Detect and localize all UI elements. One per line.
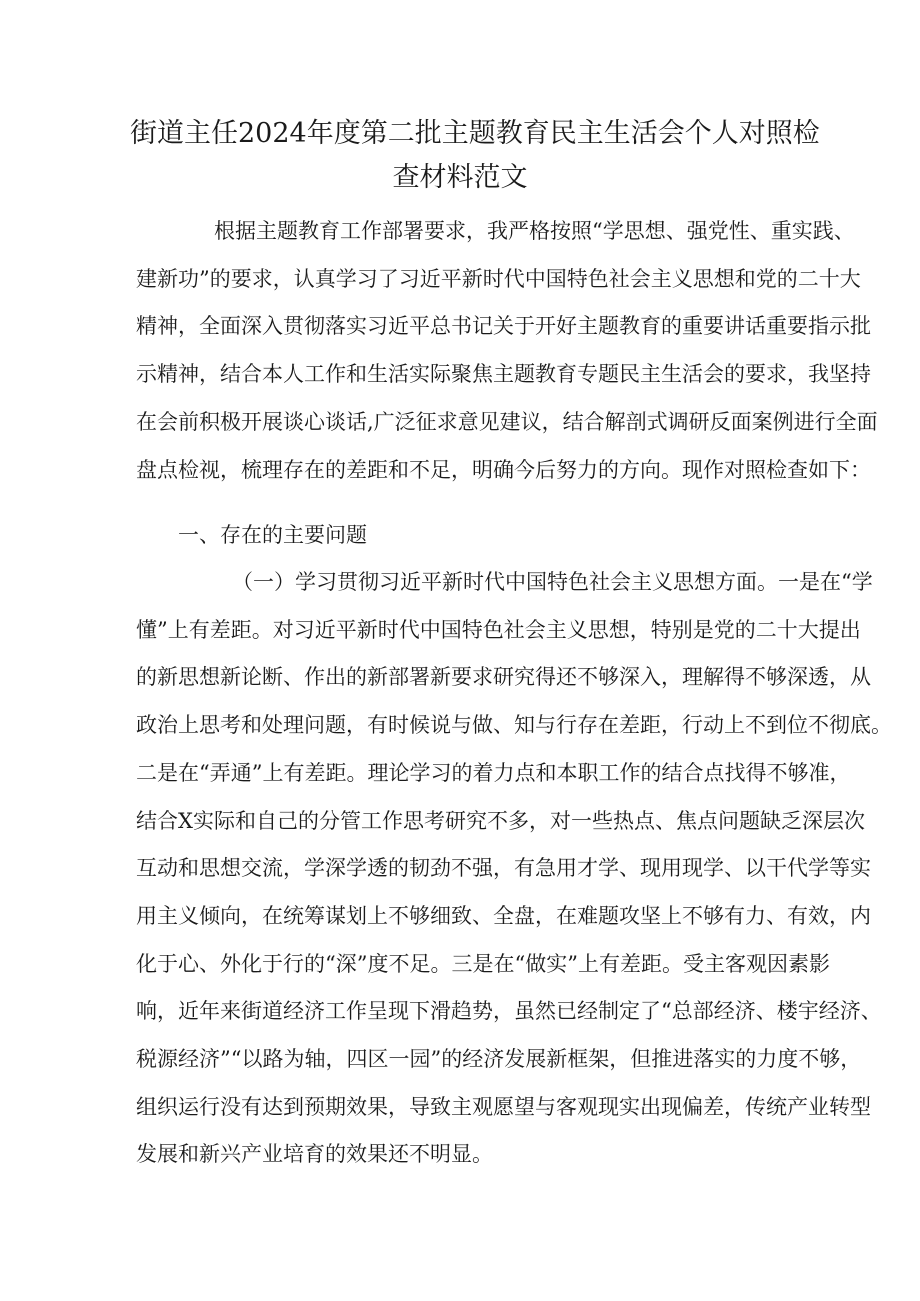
section-heading: 一、存在的主要问题 — [178, 523, 367, 547]
body-line: 懂”上有差距。对习近平新时代中国特色社会主义思想，特别是党的二十大提出 — [136, 617, 861, 642]
body-line: 组织运行没有达到预期效果，导致主观愿望与客观现实出现偏差，传统产业转型 — [136, 1094, 871, 1119]
body-line: 互动和思想交流，学深学透的韧劲不强，有急用才学、现用现学、以干代学等实 — [136, 856, 871, 881]
intro-line: 精神，全面深入贯彻落实习近平总书记关于开好主题教育的重要讲话重要指示批 — [136, 314, 871, 339]
intro-line: 在会前积极开展谈心谈话,广泛征求意见建议，结合解剖式调研反面案例进行全面 — [136, 409, 878, 434]
title-line-2: 查材料范文 — [392, 162, 528, 193]
intro-line: 根据主题教育工作部署要求，我严格按照“学思想、强党性、重实践、 — [214, 219, 855, 243]
document-title — [130, 112, 820, 200]
title-line-1: 街道主任2024年度第二批主题教育民主生活会个人对照检 — [130, 118, 820, 149]
body-line: 的新思想新论断、作出的新部署新要求研究得还不够深入，理解得不够深透，从 — [136, 665, 871, 690]
body-line: 发展和新兴产业培育的效果还不明显。 — [136, 1142, 493, 1167]
intro-line: 建新功”的要求，认真学习了习近平新时代中国特色社会主义思想和党的二十大 — [136, 266, 861, 291]
body-line: 结合X实际和自己的分管工作思考研究不多，对一些热点、焦点问题缺乏深层次 — [136, 808, 865, 833]
body-paragraph — [136, 559, 892, 1179]
body-line: （一）学习贯彻习近平新时代中国特色社会主义思想方面。一是在“学 — [232, 570, 873, 594]
body-line: 政治上思考和处理问题，有时候说与做、知与行存在差距，行动上不到位不彻底。 — [136, 713, 892, 738]
body-line: 用主义倾向，在统筹谋划上不够细致、全盘，在难题攻坚上不够有力、有效，内 — [136, 903, 871, 928]
intro-paragraph — [136, 208, 878, 494]
body-line: 响，近年来街道经济工作呈现下滑趋势，虽然已经制定了“总部经济、楼宇经济、 — [136, 999, 882, 1024]
intro-line: 盘点检视，梳理存在的差距和不足，明确今后努力的方向。现作对照检查如下： — [136, 457, 871, 482]
intro-line: 示精神，结合本人工作和生活实际聚焦主题教育专题民主生活会的要求，我坚持 — [136, 362, 871, 387]
body-line: 税源经济”“以路为轴，四区一园”的经济发展新框架，但推进落实的力度不够， — [136, 1047, 862, 1072]
body-line: 二是在“弄通”上有差距。理论学习的着力点和本职工作的结合点找得不够准， — [136, 760, 851, 785]
body-line: 化于心、外化于行的“深”度不足。三是在“做实”上有差距。受主客观因素影 — [136, 951, 830, 976]
